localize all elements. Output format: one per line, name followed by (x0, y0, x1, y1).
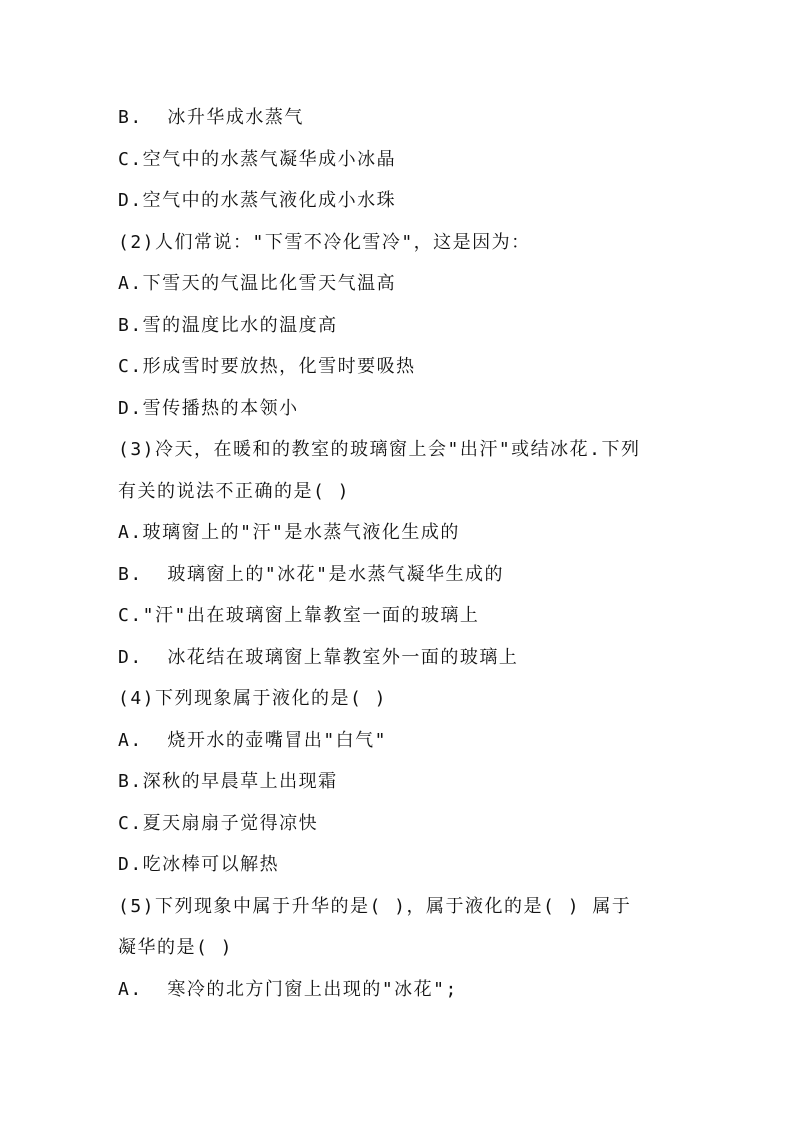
option-line: D. 冰花结在玻璃窗上靠教室外一面的玻璃上 (118, 646, 519, 668)
option-line: A.下雪天的气温比化雪天气温高 (118, 273, 397, 294)
option-line: D.雪传播热的本领小 (118, 397, 299, 419)
option-line: B.深秋的早晨草上出现霜 (118, 771, 338, 792)
option-line: B. 冰升华成水蒸气 (118, 107, 304, 128)
question-line: 有关的说法不正确的是( ) (118, 480, 351, 502)
option-line: A. 烧开水的壶嘴冒出"白气" (118, 729, 388, 751)
question-line: 凝华的是( ) (118, 937, 234, 958)
option-line: A.玻璃窗上的"汗"是水蒸气液化生成的 (118, 522, 460, 543)
question-line: (3)冷天，在暖和的教室的玻璃窗上会"出汗"或结冰花.下列 (118, 439, 641, 460)
option-line: C.空气中的水蒸气凝华成小冰晶 (118, 148, 397, 170)
option-line: D.吃冰棒可以解热 (118, 854, 280, 875)
option-line: C.形成雪时要放热，化雪时要吸热 (118, 356, 416, 377)
question-line: (4)下列现象属于液化的是( ) (118, 688, 388, 709)
option-line: B. 玻璃窗上的"冰花"是水蒸气凝华生成的 (118, 563, 505, 585)
option-line: C.夏天扇扇子觉得凉快 (118, 812, 319, 834)
question-line: (2)人们常说："下雪不冷化雪冷"，这是因为： (118, 231, 531, 253)
question-line: (5)下列现象中属于升华的是( )，属于液化的是( ) 属于 (118, 895, 632, 917)
option-line: D.空气中的水蒸气液化成小水珠 (118, 190, 397, 211)
option-line: A. 寒冷的北方门窗上出现的"冰花"; (118, 978, 458, 1000)
option-line: C."汗"出在玻璃窗上靠教室一面的玻璃上 (118, 605, 480, 626)
question-text-block (118, 103, 698, 1016)
option-line: B.雪的温度比水的温度高 (118, 314, 338, 336)
